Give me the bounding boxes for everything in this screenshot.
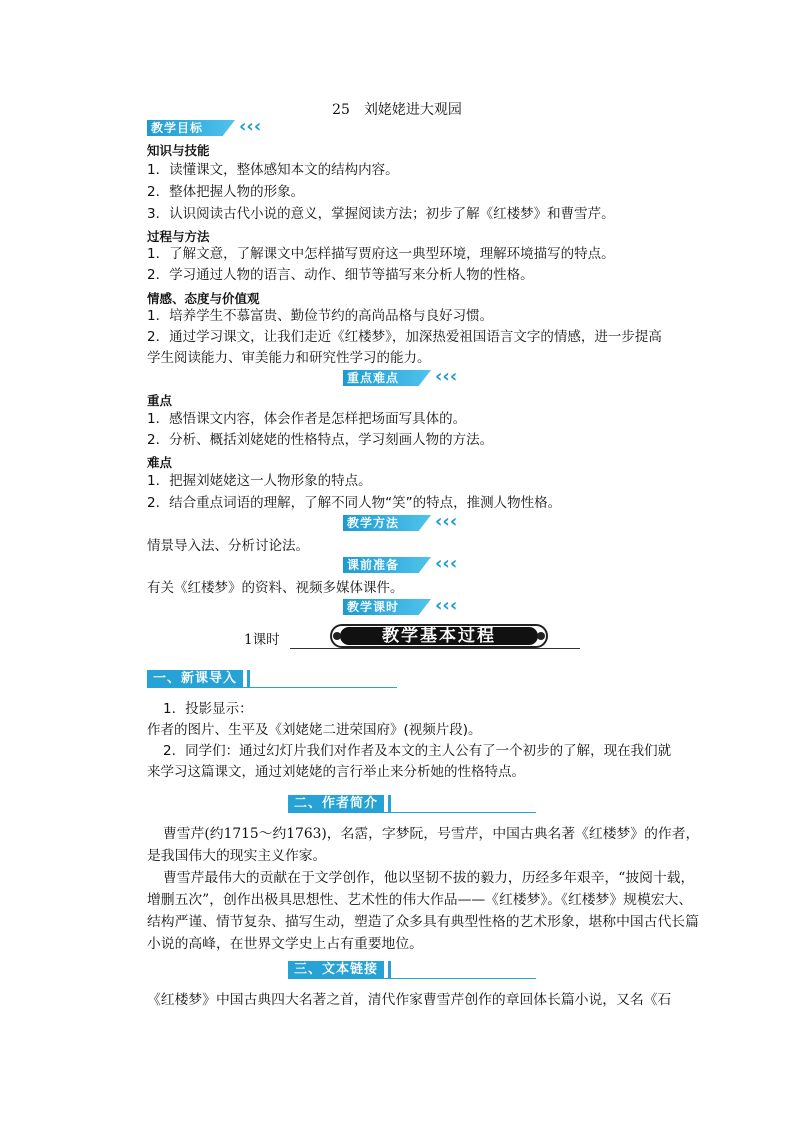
section-tag-goals (147, 116, 297, 137)
section-tag-label: 重点难点 (347, 371, 400, 385)
subheading: 情感、态度与价值观 (147, 291, 260, 306)
chevrons-icon: ‹‹‹ (435, 366, 458, 387)
text-line: 曹雪芹最伟大的贡献在于文学创作，他以坚韧不拔的毅力，历经多年艰辛，“披阅十载， (163, 870, 695, 886)
text-line: 2．分析、概括刘姥姥的性格特点，学习刻画人物的方法。 (147, 432, 494, 448)
step-header-2 (288, 795, 536, 813)
text-line: 曹雪芹(约1715～约1763)，名霑，字梦阮，号雪芹，中国古典名著《红楼梦》的作者， (163, 826, 700, 842)
text-line: 作者的图片、生平及《刘姥姥二进荣国府》(视频片段)。 (147, 722, 482, 738)
step-header-1 (147, 670, 397, 688)
step-title: 二、作者简介 (294, 796, 379, 811)
text-line: 2．整体把握人物的形象。 (147, 184, 305, 200)
text-line: 2．结合重点词语的理解，了解不同人物“笑”的特点，推测人物性格。 (147, 495, 562, 511)
chevrons-icon: ‹‹‹ (239, 116, 262, 137)
process-banner-label: 教学基本过程 (382, 626, 496, 646)
text-line: 来学习这篇课文，通过刘姥姥的言行举止来分析她的性格特点。 (147, 764, 525, 780)
chevrons-icon: ‹‹‹ (435, 595, 458, 616)
section-tag-hours (343, 595, 493, 616)
subheading: 难点 (147, 455, 173, 470)
text-line: 1课时 (244, 632, 280, 648)
text-line: 结构严谨、情节复杂、描写生动，塑造了众多具有典型性格的艺术形象，堪称中国古代长篇 (147, 914, 699, 930)
text-line: 有关《红楼梦》的资料、视频多媒体课件。 (147, 580, 404, 596)
subheading: 过程与方法 (147, 229, 210, 244)
section-tag-label: 教学课时 (347, 600, 400, 614)
section-tag-label: 教学方法 (347, 516, 400, 530)
chevrons-icon: ‹‹‹ (435, 553, 458, 574)
text-line: 2．同学们：通过幻灯片我们对作者及本文的主人公有了一个初步的了解，现在我们就 (163, 743, 672, 759)
text-line: 2．学习通过人物的语言、动作、细节等描写来分析人物的性格。 (147, 267, 534, 283)
chevrons-icon: ‹‹‹ (435, 511, 458, 532)
page-title: 25 刘姥姥进大观园 (332, 102, 462, 118)
section-tag-prep (343, 553, 493, 574)
section-tag-methods (343, 511, 493, 532)
text-line: 1．培养学生不慕富贵、勤俭节约的高尚品格与良好习惯。 (147, 308, 494, 324)
text-line: 1．读懂课文，整体感知本文的结构内容。 (147, 162, 399, 178)
process-banner (330, 622, 548, 650)
step-header-3 (288, 961, 536, 979)
text-line: 1．了解文意，了解课文中怎样描写贾府这一典型环境，理解环境描写的特点。 (147, 246, 615, 262)
text-line: 1．把握刘姥姥这一人物形象的特点。 (147, 473, 372, 489)
subheading: 知识与技能 (147, 143, 210, 158)
section-tag-label: 教学目标 (151, 121, 204, 135)
text-line: 是我国伟大的现实主义作家。 (147, 848, 327, 864)
subheading: 重点 (147, 393, 173, 408)
text-line: 《红楼梦》中国古典四大名著之首，清代作家曹雪芹创作的章回体长篇小说，又名《石 (147, 992, 672, 1008)
section-tag-label: 课前准备 (347, 558, 400, 572)
text-line: 3．认识阅读古代小说的意义，掌握阅读方法；初步了解《红楼梦》和曹雪芹。 (147, 206, 615, 222)
section-tag-key-points (343, 366, 493, 387)
text-line: 2．通过学习课文，让我们走近《红楼梦》，加深热爱祖国语言文字的情感，进一步提高 (147, 329, 662, 345)
text-line: 1．感悟课文内容，体会作者是怎样把场面写具体的。 (147, 411, 467, 427)
text-line: 小说的高峰，在世界文学史上占有重要地位。 (147, 936, 423, 952)
text-line: 情景导入法、分析讨论法。 (147, 538, 309, 554)
text-line: 增删五次”，创作出极具思想性、艺术性的伟大作品——《红楼梦》。《红楼梦》规模宏大、 (147, 892, 693, 908)
text-line: 1．投影显示： (163, 701, 253, 717)
step-title: 三、文本链接 (294, 962, 379, 977)
text-line: 学生阅读能力、审美能力和研究性学习的能力。 (147, 350, 431, 366)
step-title: 一、新课导入 (153, 671, 238, 686)
